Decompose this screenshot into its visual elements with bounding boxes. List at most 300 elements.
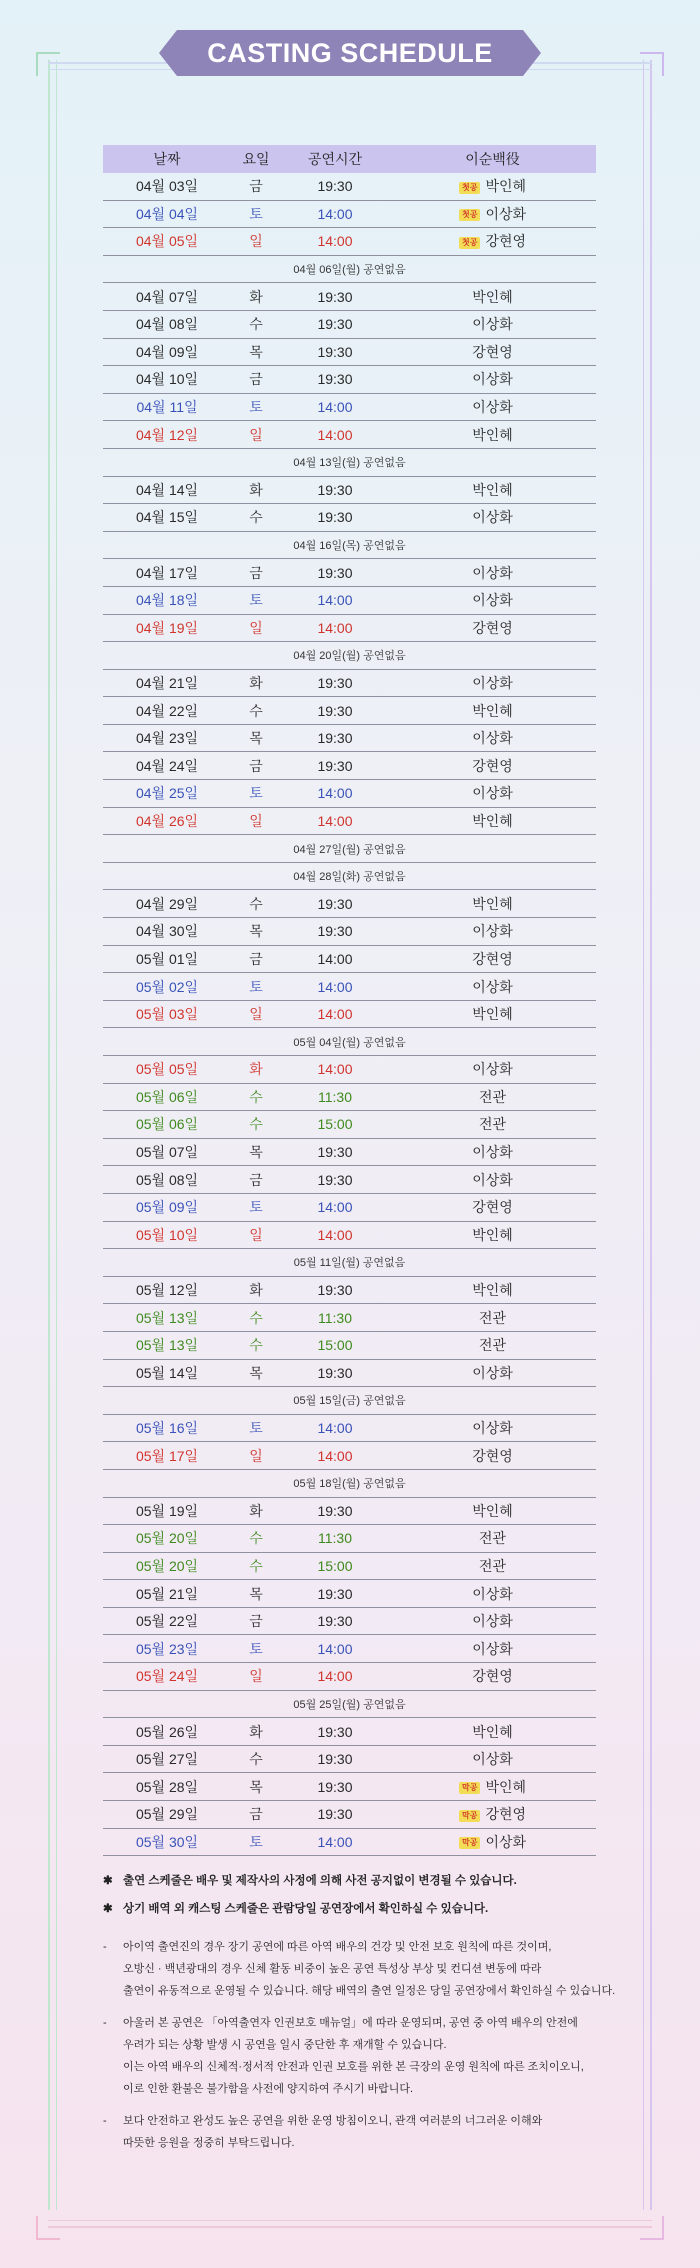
cast-name: 전관 (478, 1116, 507, 1133)
schedule-row (103, 1138, 596, 1166)
day-cell: 일 (231, 807, 281, 835)
cast-cell (389, 1193, 596, 1221)
header-date: 날짜 (103, 145, 231, 173)
schedule-row (103, 614, 596, 642)
notes-section (103, 1870, 623, 2154)
date-cell: 05월 06일 (103, 1111, 231, 1139)
cast-cell (389, 1552, 596, 1580)
schedule-row (103, 504, 596, 532)
date-cell: 04월 12일 (103, 421, 231, 449)
time-cell: 11:30 (281, 1083, 389, 1111)
note-line-text: 오방신 · 백년광대의 경우 신체 활동 비중이 높은 공연 특성상 부상 및 컨디션 변동에 따라 (123, 1963, 542, 1975)
cast-name: 이상화 (472, 371, 513, 388)
schedule-row (103, 283, 596, 311)
time-cell: 11:30 (281, 1304, 389, 1332)
time-cell: 19:30 (281, 338, 389, 366)
day-cell: 목 (231, 1773, 281, 1801)
time-cell: 19:30 (281, 1580, 389, 1608)
date-cell: 04월 23일 (103, 724, 231, 752)
no-show-row (103, 1249, 596, 1277)
schedule-row (103, 1056, 596, 1084)
header-cast: 이순백役 (389, 145, 596, 173)
date-cell: 04월 15일 (103, 504, 231, 532)
day-cell: 금 (231, 559, 281, 587)
day-cell: 토 (231, 1828, 281, 1856)
cast-name: 강현영 (472, 1447, 513, 1464)
day-cell: 토 (231, 200, 281, 228)
day-cell: 수 (231, 1304, 281, 1332)
date-cell: 05월 26일 (103, 1718, 231, 1746)
cast-cell (389, 1525, 596, 1553)
cast-cell (389, 780, 596, 808)
time-cell: 15:00 (281, 1331, 389, 1359)
date-cell: 05월 28일 (103, 1773, 231, 1801)
date-cell: 04월 11일 (103, 393, 231, 421)
time-cell: 14:00 (281, 807, 389, 835)
time-cell: 14:00 (281, 973, 389, 1001)
cast-name: 박인혜 (485, 178, 527, 195)
time-cell: 14:00 (281, 1635, 389, 1663)
cast-name: 강현영 (472, 619, 513, 636)
schedule-row (103, 1580, 596, 1608)
cast-cell (389, 1718, 596, 1746)
cast-cell (389, 559, 596, 587)
cast-cell (389, 1331, 596, 1359)
schedule-row (103, 1773, 596, 1801)
date-cell: 05월 16일 (103, 1414, 231, 1442)
day-cell: 토 (231, 1193, 281, 1221)
date-cell: 04월 19일 (103, 614, 231, 642)
note-dash: - 아이역 출연진의 경우 장기 공연에 따른 아역 배우의 건강 및 안전 보호 원칙에 따른 것이며, (103, 1941, 552, 1953)
cast-cell (389, 1414, 596, 1442)
schedule-row (103, 1221, 596, 1249)
day-cell: 일 (231, 1663, 281, 1691)
cast-cell (389, 1221, 596, 1249)
table-header-row (103, 145, 596, 173)
day-cell: 금 (231, 173, 281, 200)
cast-name: 전관 (478, 1557, 507, 1574)
day-cell: 수 (231, 504, 281, 532)
time-cell: 14:00 (281, 945, 389, 973)
cast-cell (389, 173, 596, 200)
date-cell: 04월 10일 (103, 366, 231, 394)
day-cell: 수 (231, 310, 281, 338)
date-cell: 05월 21일 (103, 1580, 231, 1608)
note-line-text: 이는 아역 배우의 신체적·정서적 안전과 인권 보호를 위한 본 극장의 운영 원칙에 따른 조치이오니, (123, 2061, 584, 2073)
last-show-badge: 막공 (459, 1837, 480, 1849)
schedule-row (103, 1276, 596, 1304)
cast-name: 박인혜 (472, 1723, 513, 1740)
no-show-text: 05월 11일(월) 공연없음 (103, 1249, 596, 1277)
cast-cell (389, 1138, 596, 1166)
time-cell: 14:00 (281, 1193, 389, 1221)
date-cell: 05월 30일 (103, 1828, 231, 1856)
day-cell: 목 (231, 724, 281, 752)
cast-name: 강현영 (472, 950, 513, 967)
no-show-text: 05월 15일(금) 공연없음 (103, 1387, 596, 1415)
no-show-row (103, 531, 596, 559)
cast-cell (389, 1580, 596, 1608)
cast-cell (389, 807, 596, 835)
cast-cell (389, 366, 596, 394)
title-banner (0, 30, 700, 76)
time-cell: 19:30 (281, 752, 389, 780)
time-cell: 19:30 (281, 1138, 389, 1166)
no-show-text: 05월 18일(월) 공연없음 (103, 1469, 596, 1497)
no-show-row (103, 1028, 596, 1056)
note-line-text: 따뜻한 응원을 정중히 부탁드립니다. (123, 2137, 295, 2149)
no-show-text: 05월 25일(월) 공연없음 (103, 1690, 596, 1718)
no-show-row (103, 255, 596, 283)
cast-name: 이상화 (472, 1613, 513, 1630)
cast-name: 박인혜 (485, 1778, 527, 1795)
cast-name: 박인혜 (472, 288, 513, 305)
time-cell: 19:30 (281, 1497, 389, 1525)
cast-cell (389, 283, 596, 311)
note-text: 출연 스케줄은 배우 및 제작사의 사정에 의해 사전 공지없이 변경될 수 있습니다. (123, 1875, 517, 1887)
day-cell: 화 (231, 1718, 281, 1746)
last-show-badge: 막공 (459, 1810, 480, 1822)
schedule-row (103, 1193, 596, 1221)
no-show-text: 04월 13일(월) 공연없음 (103, 448, 596, 476)
cast-name: 이상화 (472, 399, 513, 416)
day-cell: 화 (231, 283, 281, 311)
time-cell: 19:30 (281, 1801, 389, 1829)
schedule-row (103, 366, 596, 394)
date-cell: 05월 24일 (103, 1663, 231, 1691)
no-show-row (103, 835, 596, 863)
no-show-text: 04월 28일(화) 공연없음 (103, 862, 596, 890)
note-star: ✱ 상기 배역 외 캐스팅 스케줄은 관람당일 공연장에서 확인하실 수 있습니다. (103, 1903, 489, 1915)
day-cell: 일 (231, 1000, 281, 1028)
cast-name: 박인혜 (472, 481, 513, 498)
no-show-row (103, 1690, 596, 1718)
day-cell: 금 (231, 752, 281, 780)
date-cell: 05월 03일 (103, 1000, 231, 1028)
cast-cell (389, 1745, 596, 1773)
cast-name: 이상화 (472, 978, 513, 995)
day-cell: 토 (231, 1414, 281, 1442)
schedule-row (103, 918, 596, 946)
cast-cell (389, 614, 596, 642)
cast-name: 박인혜 (472, 1006, 513, 1023)
cast-cell (389, 1000, 596, 1028)
no-show-row (103, 1469, 596, 1497)
date-cell: 05월 17일 (103, 1442, 231, 1470)
day-cell: 수 (231, 1552, 281, 1580)
date-cell: 04월 05일 (103, 228, 231, 256)
time-cell: 19:30 (281, 890, 389, 918)
no-show-text: 04월 27일(월) 공연없음 (103, 835, 596, 863)
time-cell: 15:00 (281, 1552, 389, 1580)
date-cell: 05월 27일 (103, 1745, 231, 1773)
cast-cell (389, 890, 596, 918)
note-line (103, 2132, 623, 2154)
schedule-row (103, 945, 596, 973)
day-cell: 일 (231, 228, 281, 256)
day-cell: 금 (231, 366, 281, 394)
date-cell: 05월 20일 (103, 1525, 231, 1553)
no-show-text: 04월 06일(월) 공연없음 (103, 255, 596, 283)
cast-name: 박인혜 (472, 1502, 513, 1519)
day-cell: 화 (231, 669, 281, 697)
cast-cell (389, 1607, 596, 1635)
cast-cell (389, 1276, 596, 1304)
cast-name: 이상화 (472, 923, 513, 940)
date-cell: 05월 07일 (103, 1138, 231, 1166)
cast-name: 박인혜 (472, 1226, 513, 1243)
date-cell: 05월 22일 (103, 1607, 231, 1635)
date-cell: 05월 10일 (103, 1221, 231, 1249)
time-cell: 14:00 (281, 393, 389, 421)
note-line-text: 이로 인한 환불은 불가함을 사전에 양지하여 주시기 바랍니다. (123, 2083, 414, 2095)
date-cell: 05월 23일 (103, 1635, 231, 1663)
time-cell: 14:00 (281, 1056, 389, 1084)
cast-cell (389, 310, 596, 338)
cast-cell (389, 1056, 596, 1084)
note-line (103, 2056, 623, 2078)
time-cell: 19:30 (281, 918, 389, 946)
date-cell: 04월 08일 (103, 310, 231, 338)
cast-name: 박인혜 (472, 426, 513, 443)
cast-name: 이상화 (472, 1585, 513, 1602)
schedule-row (103, 669, 596, 697)
schedule-row (103, 1718, 596, 1746)
cast-cell (389, 973, 596, 1001)
date-cell: 04월 30일 (103, 918, 231, 946)
cast-name: 이상화 (472, 1144, 513, 1161)
time-cell: 11:30 (281, 1525, 389, 1553)
no-show-row (103, 862, 596, 890)
day-cell: 일 (231, 1221, 281, 1249)
time-cell: 19:30 (281, 173, 389, 200)
note-dash: - 아울러 본 공연은 「아역출연자 인권보호 매뉴얼」에 따라 운영되며, 공연 중 아역 배우의 안전에 (103, 2017, 578, 2029)
note-line-text: 출연이 유동적으로 운영될 수 있습니다. 해당 배역의 출연 일정은 당일 공연장에서 확인하실 수 있습니다. (123, 1985, 616, 1997)
day-cell: 수 (231, 1111, 281, 1139)
cast-cell (389, 724, 596, 752)
schedule-row (103, 1607, 596, 1635)
schedule-row (103, 310, 596, 338)
date-cell: 05월 06일 (103, 1083, 231, 1111)
cast-name: 강현영 (485, 233, 527, 250)
cast-name: 강현영 (472, 757, 513, 774)
cast-cell (389, 945, 596, 973)
day-cell: 수 (231, 1525, 281, 1553)
time-cell: 19:30 (281, 724, 389, 752)
time-cell: 19:30 (281, 1359, 389, 1387)
cast-cell (389, 1828, 596, 1856)
time-cell: 19:30 (281, 1607, 389, 1635)
schedule-row (103, 1414, 596, 1442)
schedule-row (103, 559, 596, 587)
day-cell: 화 (231, 476, 281, 504)
schedule-row (103, 1359, 596, 1387)
cast-cell (389, 200, 596, 228)
header-day: 요일 (231, 145, 281, 173)
date-cell: 05월 19일 (103, 1497, 231, 1525)
day-cell: 수 (231, 1331, 281, 1359)
date-cell: 04월 03일 (103, 173, 231, 200)
cast-cell (389, 1663, 596, 1691)
date-cell: 04월 17일 (103, 559, 231, 587)
day-cell: 수 (231, 697, 281, 725)
cast-cell (389, 918, 596, 946)
date-cell: 04월 25일 (103, 780, 231, 808)
date-cell: 05월 08일 (103, 1166, 231, 1194)
cast-cell (389, 697, 596, 725)
schedule-row (103, 1111, 596, 1139)
note-star: ✱ 출연 스케줄은 배우 및 제작사의 사정에 의해 사전 공지없이 변경될 수 있습니다. (103, 1875, 517, 1887)
date-cell: 05월 02일 (103, 973, 231, 1001)
day-cell: 수 (231, 1745, 281, 1773)
schedule-row (103, 393, 596, 421)
day-cell: 목 (231, 338, 281, 366)
cast-cell (389, 393, 596, 421)
cast-cell (389, 1442, 596, 1470)
schedule-row (103, 1663, 596, 1691)
schedule-row (103, 1497, 596, 1525)
time-cell: 14:00 (281, 1414, 389, 1442)
time-cell: 14:00 (281, 780, 389, 808)
schedule-table (103, 145, 596, 1856)
note-line (103, 2078, 623, 2100)
schedule-row (103, 724, 596, 752)
frame-corner-ornament (640, 2216, 664, 2240)
cast-name: 이상화 (472, 564, 513, 581)
note-line: 아울러 본 공연은 「아역출연자 인권보호 매뉴얼」에 따라 운영되며, 공연 중 아역 배우의 안전에 (123, 2017, 578, 2029)
time-cell: 19:30 (281, 1166, 389, 1194)
schedule-row (103, 1166, 596, 1194)
time-cell: 14:00 (281, 614, 389, 642)
cast-cell (389, 1083, 596, 1111)
cast-name: 이상화 (472, 1640, 513, 1657)
schedule-row (103, 752, 596, 780)
first-show-badge: 첫공 (459, 237, 480, 249)
day-cell: 목 (231, 1359, 281, 1387)
day-cell: 토 (231, 586, 281, 614)
first-show-badge: 첫공 (459, 209, 480, 221)
day-cell: 금 (231, 1607, 281, 1635)
day-cell: 금 (231, 945, 281, 973)
cast-name: 이상화 (485, 1833, 527, 1850)
time-cell: 19:30 (281, 559, 389, 587)
schedule-row (103, 1442, 596, 1470)
cast-name: 이상화 (472, 730, 513, 747)
schedule-row (103, 200, 596, 228)
cast-cell (389, 476, 596, 504)
cast-cell (389, 421, 596, 449)
cast-name: 이상화 (472, 674, 513, 691)
note-line: 보다 안전하고 완성도 높은 공연을 위한 운영 방침이오니, 관객 여러분의 너그러운 이해와 (123, 2115, 543, 2127)
schedule-row (103, 1635, 596, 1663)
cast-cell (389, 1111, 596, 1139)
day-cell: 일 (231, 1442, 281, 1470)
time-cell: 19:30 (281, 283, 389, 311)
note-dash: - 보다 안전하고 완성도 높은 공연을 위한 운영 방침이오니, 관객 여러분의 너그러운 이해와 (103, 2115, 543, 2127)
day-cell: 토 (231, 780, 281, 808)
time-cell: 19:30 (281, 1773, 389, 1801)
time-cell: 14:00 (281, 1828, 389, 1856)
date-cell: 05월 13일 (103, 1304, 231, 1332)
note-line-text: 우려가 되는 상황 발생 시 공연을 일시 중단한 후 재개할 수 있습니다. (123, 2039, 447, 2051)
cast-name: 전관 (478, 1530, 507, 1547)
schedule-row (103, 421, 596, 449)
date-cell: 05월 05일 (103, 1056, 231, 1084)
time-cell: 19:30 (281, 504, 389, 532)
cast-cell (389, 752, 596, 780)
cast-cell (389, 228, 596, 256)
day-cell: 수 (231, 890, 281, 918)
date-cell: 05월 01일 (103, 945, 231, 973)
cast-cell (389, 1801, 596, 1829)
time-cell: 19:30 (281, 1718, 389, 1746)
time-cell: 19:30 (281, 1745, 389, 1773)
cast-cell (389, 1166, 596, 1194)
schedule-row (103, 228, 596, 256)
schedule-row (103, 1801, 596, 1829)
schedule-row (103, 476, 596, 504)
cast-cell (389, 338, 596, 366)
date-cell: 04월 07일 (103, 283, 231, 311)
time-cell: 14:00 (281, 421, 389, 449)
day-cell: 금 (231, 1166, 281, 1194)
cast-cell (389, 1635, 596, 1663)
schedule-row (103, 780, 596, 808)
note-line (103, 1958, 623, 1980)
cast-name: 강현영 (472, 1668, 513, 1685)
cast-cell (389, 669, 596, 697)
cast-name: 강현영 (485, 1806, 527, 1823)
cast-cell (389, 504, 596, 532)
schedule-row (103, 973, 596, 1001)
schedule-row (103, 586, 596, 614)
note-line: 아이역 출연진의 경우 장기 공연에 따른 아역 배우의 건강 및 안전 보호 원칙에 따른 것이며, (123, 1941, 552, 1953)
no-show-row (103, 642, 596, 670)
day-cell: 목 (231, 1580, 281, 1608)
time-cell: 19:30 (281, 669, 389, 697)
cast-name: 전관 (478, 1088, 507, 1105)
day-cell: 목 (231, 918, 281, 946)
day-cell: 토 (231, 393, 281, 421)
cast-name: 박인혜 (472, 895, 513, 912)
schedule-row (103, 1828, 596, 1856)
schedule-row (103, 1083, 596, 1111)
page-title: CASTING SCHEDULE (177, 30, 523, 76)
schedule-row (103, 1552, 596, 1580)
date-cell: 04월 26일 (103, 807, 231, 835)
cast-name: 이상화 (472, 1171, 513, 1188)
no-show-text: 04월 20일(월) 공연없음 (103, 642, 596, 670)
date-cell: 04월 29일 (103, 890, 231, 918)
cast-cell (389, 1304, 596, 1332)
no-show-text: 04월 16일(목) 공연없음 (103, 531, 596, 559)
cast-name: 박인혜 (472, 1282, 513, 1299)
cast-name: 강현영 (472, 1199, 513, 1216)
no-show-row (103, 1387, 596, 1415)
day-cell: 일 (231, 614, 281, 642)
cast-name: 이상화 (472, 785, 513, 802)
day-cell: 토 (231, 973, 281, 1001)
date-cell: 05월 12일 (103, 1276, 231, 1304)
cast-name: 이상화 (472, 1751, 513, 1768)
cast-name: 이상화 (472, 1061, 513, 1078)
date-cell: 04월 18일 (103, 586, 231, 614)
day-cell: 일 (231, 421, 281, 449)
day-cell: 토 (231, 1635, 281, 1663)
cast-name: 전관 (478, 1337, 507, 1354)
time-cell: 14:00 (281, 228, 389, 256)
time-cell: 14:00 (281, 1221, 389, 1249)
